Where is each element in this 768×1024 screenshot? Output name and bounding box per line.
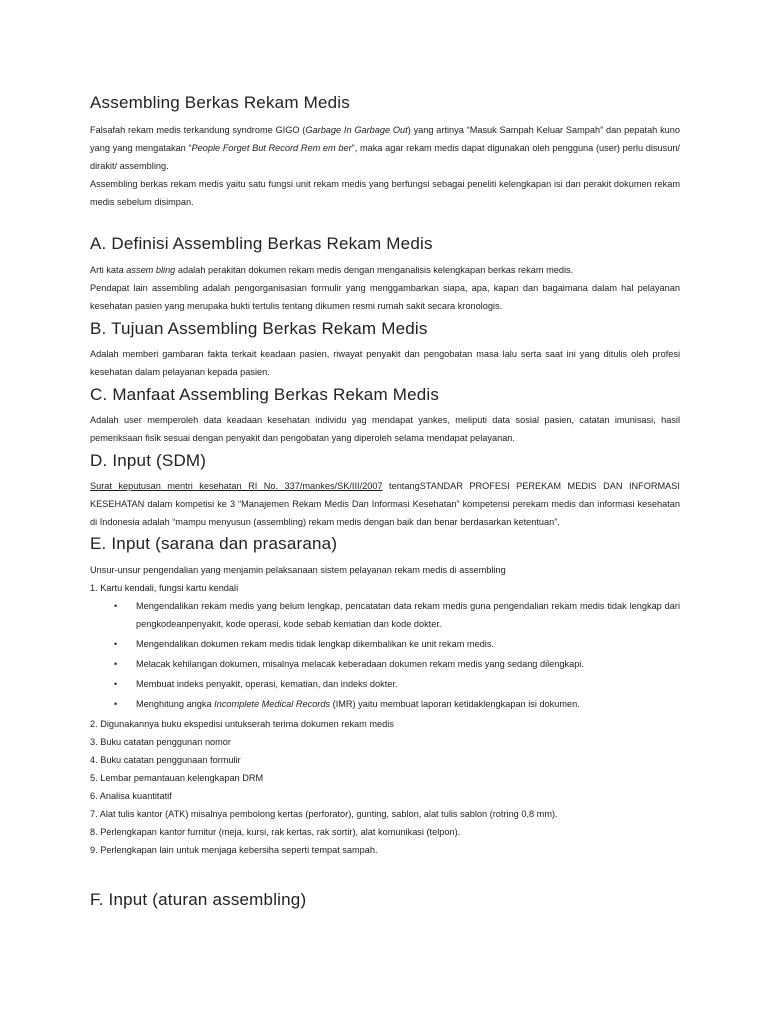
section-a-heading: A. Definisi Assembling Berkas Rekam Medis [90, 234, 433, 253]
section-a-paragraph-1: Arti kata assem bling adalah perakitan dokumen rekam medis dengan menganalisis kelengkapan berkas rekam medis. [90, 265, 574, 275]
section-b-paragraph: Adalah memberi gambaran fakta terkait keadaan pasien, riwayat penyakit dan pengobatan masa lalu serta saat ini yang ditulis oleh profesi kesehatan dalam pelayanan kepada pasien. [90, 349, 680, 377]
bullet-item: • Mengendalikan rekam medis yang belum lengkap, pencatatan data rekam medis guna pengendalian rekam medis tidak lengkap dari pengkodeanpenyakit, kode operasi, kode sebab kematian dan kode dokter. [90, 597, 680, 633]
numbered-item-7: 7. Alat tulis kantor (ATK) misalnya pembolong kertas (perforator), gunting, sablon, alat tulis sablon (rotring 0,8 mm). [90, 809, 558, 819]
section-f-heading: F. Input (aturan assembling) [90, 890, 307, 909]
section-e-intro: Unsur-unsur pengendalian yang menjamin pelaksanaan sistem pelayanan rekam medis di assembling [90, 565, 506, 575]
bullet-item: • Membuat indeks penyakit, operasi, kematian, dan indeks dokter. [90, 675, 680, 693]
section-c-paragraph: Adalah user memperoleh data keadaan kesehatan individu yag mendapat yankes, meliputi data sosial pasien, catatan imunisasi, hasil pemeriksaan fisik sesuai dengan penyakit dan pengobatan yang diperoleh selama mendapat pelayanan. [90, 415, 680, 443]
intro-paragraph-1: Falsafah rekam medis terkandung syndrome GIGO (Garbage In Garbage Out) yang artinya “Masuk Sampah Keluar Sampah” dan pepatah kuno yang yang mengatakan “People Forget But Record Rem em ber”, maka agar rekam medis dapat digunakan oleh pengguna (user) perlu disusun/ dirakit/ assembling. [90, 125, 681, 171]
kartu-kendali-bullet-list [90, 597, 680, 713]
section-d-heading: D. Input (SDM) [90, 451, 207, 470]
numbered-item-5: 5. Lembar pemantauan kelengkapan DRM [90, 773, 264, 783]
numbered-item-8: 8. Perlengkapan kantor furnitur (meja, kursi, rak kertas, rak sortir), alat komunikasi (telpon). [90, 827, 461, 837]
bullet-icon: • [114, 601, 118, 611]
bullet-icon: • [114, 679, 118, 689]
numbered-item-2: 2. Digunakannya buku ekspedisi untukserah terima dokumen rekam medis [90, 719, 394, 729]
bullet-item: • Melacak kehilangan dokumen, misalnya melacak keberadaan dokumen rekam medis yang sedang dilengkapi. [90, 655, 680, 673]
section-c-heading: C. Manfaat Assembling Berkas Rekam Medis [90, 385, 440, 404]
numbered-item-6: 6. Analisa kuantitatif [90, 791, 172, 801]
bullet-icon: • [114, 639, 118, 649]
page-title: Assembling Berkas Rekam Medis [90, 93, 350, 112]
bullet-item: • Mengendalikan dokumen rekam medis tidak lengkap dikembalikan ke unit rekam medis. [90, 635, 680, 653]
section-d-paragraph: Surat keputusan mentri kesehatan RI No. 337/mankes/SK/III/2007 tentangSTANDAR PROFESI PEREKAM MEDIS DAN INFORMASI KESEHATAN dalam kompetisi ke 3 “Manajemen Rekam Medis Dan Informasi Kesehatan” kompetensi perekam medis dan informasi kesehatan di Indonesia adalah “mampu menyusun (assembling) rekam medis dengan baik dan benar berdasarkan ketentuan”. [90, 481, 680, 527]
bullet-icon: • [114, 699, 118, 709]
regulation-link[interactable]: Surat keputusan mentri kesehatan RI No. 337/mankes/SK/III/2007 [90, 481, 383, 491]
numbered-item-3: 3. Buku catatan penggunan nomor [90, 737, 231, 747]
section-b-heading: B. Tujuan Assembling Berkas Rekam Medis [90, 319, 428, 338]
intro-paragraph-2: Assembling berkas rekam medis yaitu satu fungsi unit rekam medis yang berfungsi sebagai peneliti kelengkapan isi dan perakit dokumen rekam medis sebelum disimpan. [90, 179, 680, 207]
bullet-item: • Menghitung angka Incomplete Medical Records (IMR) yaitu membuat laporan ketidaklengkapan isi dokumen. [90, 695, 680, 713]
section-a-paragraph-2: Pendapat lain assembling adalah pengorganisasian formulir yang menggambarkan siapa, apa, kapan dan bagaimana dalam hal pelayanan kesehatan pasien yang merupaka bukti tertulis tentang dikumen resmi rumah sakit secara kronologis. [90, 283, 680, 311]
numbered-item-1: 1. Kartu kendali, fungsi kartu kendali [90, 583, 239, 593]
bullet-icon: • [114, 659, 118, 669]
numbered-item-4: 4. Buku catatan penggunaan formulir [90, 755, 241, 765]
document-page [90, 92, 680, 911]
numbered-item-9: 9. Perlengkapan lain untuk menjaga kebersiha seperti tempat sampah. [90, 845, 378, 855]
numbered-list [90, 715, 680, 859]
section-e-heading: E. Input (sarana dan prasarana) [90, 534, 338, 553]
